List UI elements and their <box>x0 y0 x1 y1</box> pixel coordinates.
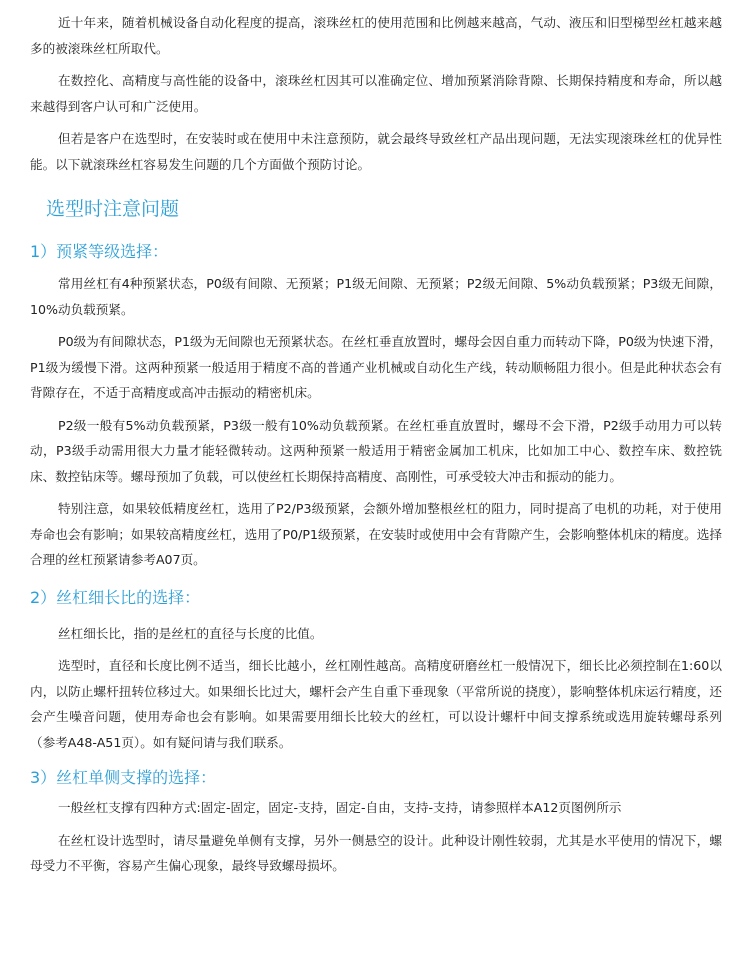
subsection-2-paragraph-1: 丝杠细长比，指的是丝杠的直径与长度的比值。 <box>58 625 323 641</box>
subsection-2-title: 2）丝杠细长比的选择： <box>30 587 201 607</box>
subsection-1-title: 1）预紧等级选择： <box>30 242 169 261</box>
intro-paragraph-1: 近十年来，随着机械设备自动化程度的提高，滚珠丝杠的使用范围和比例越来越高，气动、液压和旧型梯型丝杠越来越多的被滚珠丝杠所取代。 <box>30 15 722 56</box>
subsection-2-paragraph-2: 选型时，直径和长度比例不适当，细长比越小，丝杠刚性越高。高精度研磨丝杠一般情况下，细长比必须控制在1:60以内，以防止螺杆扭转位移过大。如果细长比过大，螺杆会产生自重下垂现象（平常所说的挠度），影响整体机床运行精度，还会产生噪音问题，使用寿命也会有影响。如果需要用细长比较大的丝杠，可以设计螺杆中间支撑系统或选用旋转螺母系列（参考A48-A51页）。如有疑问请与我们联系。 <box>30 658 722 750</box>
subsection-3-header <box>30 765 722 791</box>
subsection-1-header <box>30 239 722 265</box>
subsection-3-paragraph-2: 在丝杠设计选型时，请尽量避免单侧有支撑，另外一侧悬空的设计。此种设计刚性较弱，尤其是水平使用的情况下，螺母受力不平衡，容易产生偏心现象，最终导致螺母损坏。 <box>30 832 722 873</box>
subsection-1-paragraph-2: P0级为有间隙状态，P1级为无间隙也无预紧状态。在丝杠垂直放置时，螺母会因自重力而转动下降，P0级为快速下滑，P1级为缓慢下滑。这两种预紧一般适用于精度不高的普通产业机械或自动化生产线，转动顺畅阻力很小。但是此种状态会有背隙存在，不适于高精度或高冲击振动的精密机床。 <box>30 334 722 400</box>
subsection-1-paragraph-4: 特别注意，如果较低精度丝杠，选用了P2/P3级预紧，会额外增加整根丝杠的阻力，同时提高了电机的功耗，对于使用寿命也会有影响；如果较高精度丝杠，选用了P0/P1级预紧，在安装时或使用中会有背隙产生，会影响整体机床的精度。选择合理的丝杠预紧请参考A07页。 <box>30 501 722 567</box>
subsection-1-paragraph-1: 常用丝杠有4种预紧状态，P0级有间隙、无预紧；P1级无间隙、无预紧；P2级无间隙、5%动负载预紧；P3级无间隙，10%动负载预紧。 <box>30 276 722 317</box>
subsection-1-paragraph-3: P2级一般有5%动负载预紧，P3级一般有10%动负载预紧。在丝杠垂直放置时，螺母不会下滑，P2级手动用力可以转动，P3级手动需用很大力量才能轻微转动。这两种预紧一般适用于精密金属加工机床，比如加工中心、数控车床、数控铣床、数控钻床等。螺母预加了负载，可以使丝杠长期保持高精度、高刚性，可承受较大冲击和振动的能力。 <box>30 417 722 484</box>
subsection-2-header <box>30 585 722 611</box>
section-title: 选型时注意问题 <box>46 198 180 220</box>
intro-paragraph-3: 但若是客户在选型时，在安装时或在使用中未注意预防，就会最终导致丝杠产品出现问题，无法实现滚珠丝杠的优异性能。以下就滚珠丝杠容易发生问题的几个方面做个预防讨论。 <box>30 131 722 172</box>
subsection-3-title: 3）丝杠单侧支撑的选择： <box>30 768 217 787</box>
subsection-3-paragraph-1: 一般丝杠支撑有四种方式:固定-固定，固定-支持，固定-自由，支持-支持，请参照样本A12页图例所示 <box>58 800 622 815</box>
intro-paragraph-2: 在数控化、高精度与高性能的设备中，滚珠丝杠因其可以准确定位、增加预紧消除背隙、长期保持精度和寿命，所以越来越得到客户认可和广泛使用。 <box>30 73 722 114</box>
